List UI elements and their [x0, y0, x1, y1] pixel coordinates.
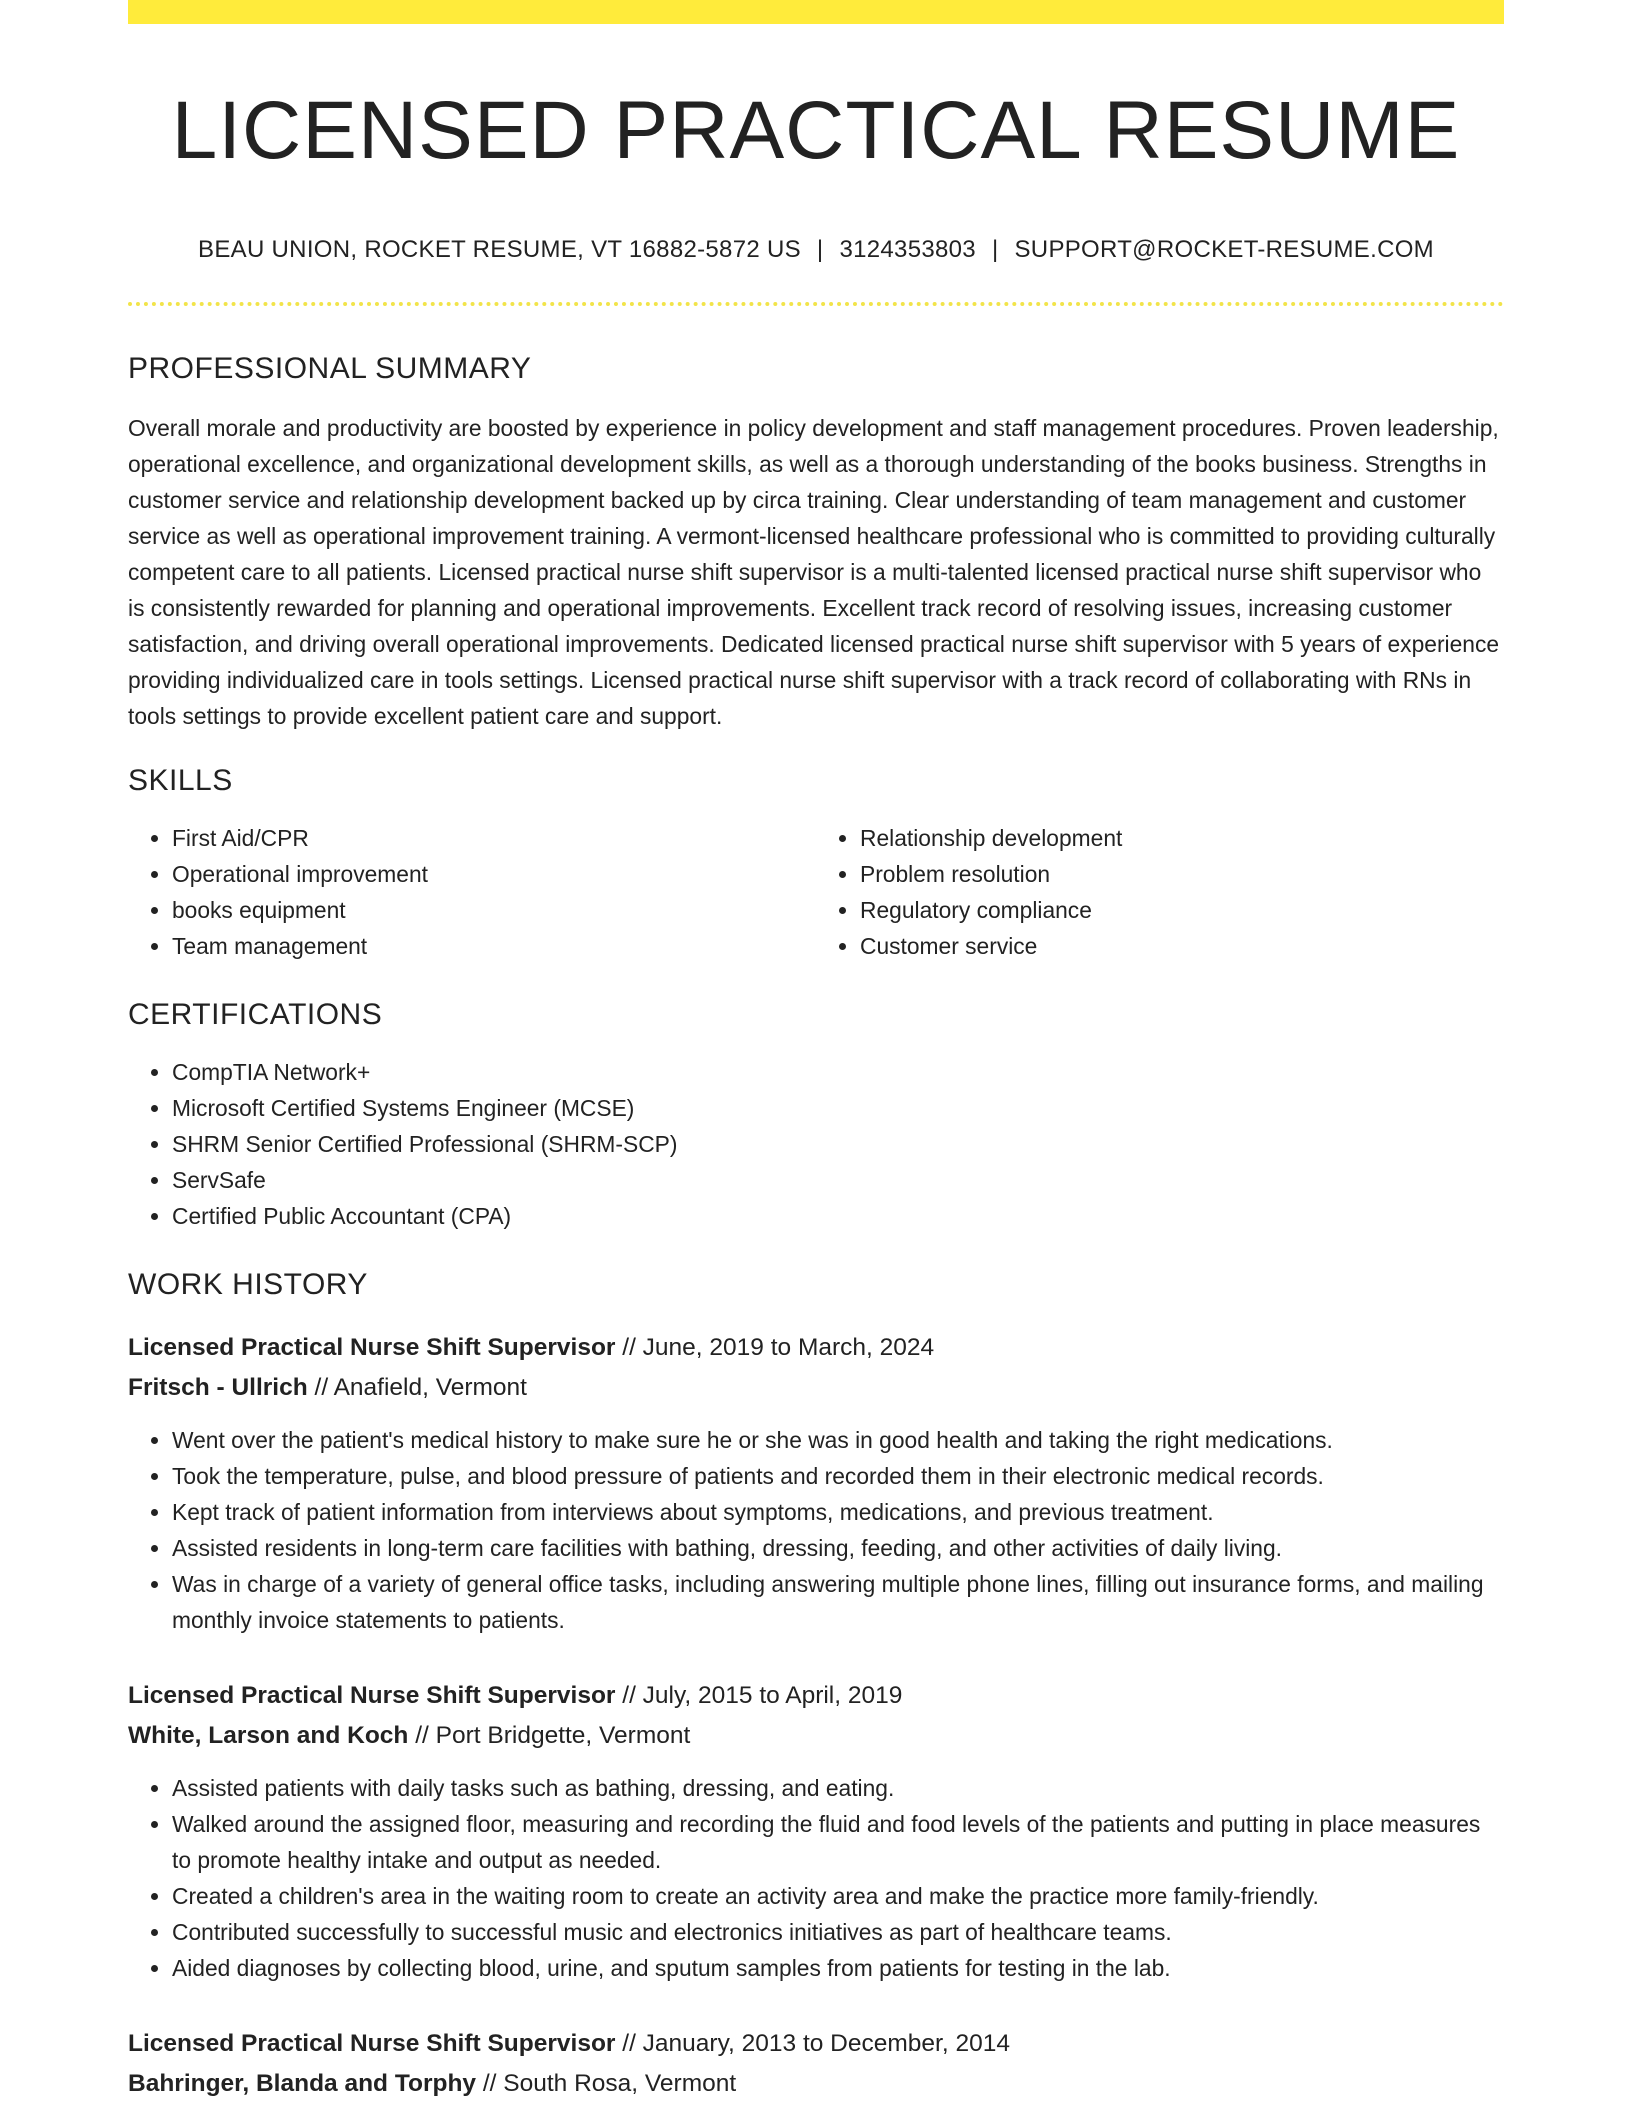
contact-email: SUPPORT@ROCKET-RESUME.COM: [1014, 236, 1434, 264]
skill-item: • Problem resolution: [860, 856, 1504, 892]
skill-item: • books equipment: [172, 892, 816, 928]
job-bullet: • Kept track of patient information from interviews about symptoms, medications, and previous treatment.: [172, 1494, 1504, 1530]
job-company: White, Larson and Koch: [128, 1722, 409, 1750]
job-location: // Anafield, Vermont: [307, 1374, 527, 1402]
job-entry: [128, 1328, 1504, 1638]
skill-item: • Relationship development: [860, 820, 1504, 856]
resume-title: LICENSED PRACTICAL RESUME: [171, 85, 1461, 176]
certification-item: • ServSafe: [172, 1162, 1504, 1198]
job-title-line: [128, 2024, 1504, 2064]
job-bullet: • Went over the patient's medical history to make sure he or she was in good health and taking the right medications.: [172, 1422, 1504, 1458]
job-entry: [128, 2024, 1504, 2104]
job-location: // South Rosa, Vermont: [476, 2070, 737, 2098]
job-bullet: • Walked around the assigned floor, measuring and recording the fluid and food levels of the patients and putting in place measures to promote healthy intake and output as needed.: [172, 1806, 1504, 1878]
job-bullet: • Created a children's area in the waiting room to create an activity area and make the practice more family-friendly.: [172, 1878, 1504, 1914]
job-dates: // January, 2013 to December, 2014: [615, 2030, 1010, 2058]
summary-text: Overall morale and productivity are boosted by experience in policy development and staff management procedures. Proven leadership, operational excellence, and organizational development skills, as well as a thorough understanding of the books business. Strengths in customer service and relationship development backed up by circa training. Clear understanding of team management and customer service as well as operational improvement training. A vermont-licensed healthcare professional who is committed to providing culturally competent care to all patients. Licensed practical nurse shift supervisor is a multi-talented licensed practical nurse shift supervisor who is consistently rewarded for planning and operational improvements. Excellent track record of resolving issues, increasing customer satisfaction, and driving overall operational improvements. Dedicated licensed practical nurse shift supervisor with 5 years of experience providing individualized care in tools settings. Licensed practical nurse shift supervisor with a track record of collaborating with RNs in tools settings to provide excellent patient care and support.: [128, 415, 1500, 730]
contact-separator: |: [816, 236, 824, 264]
skills-column-left: [128, 820, 816, 964]
certifications-heading: CERTIFICATIONS: [128, 998, 383, 1032]
job-dates: // June, 2019 to March, 2024: [615, 1334, 935, 1362]
job-company-line: [128, 2064, 1504, 2104]
job-title: Licensed Practical Nurse Shift Supervisor: [128, 1334, 616, 1362]
job-bullet: • Assisted patients with daily tasks such as bathing, dressing, and eating.: [172, 1770, 1504, 1806]
header-divider: [128, 302, 1504, 306]
job-title: Licensed Practical Nurse Shift Supervisor: [128, 2030, 616, 2058]
job-bullet: • Took the temperature, pulse, and blood pressure of patients and recorded them in their electronic medical records.: [172, 1458, 1504, 1494]
job-dates: // July, 2015 to April, 2019: [615, 1682, 903, 1710]
job-bullet: • Contributed successfully to successful music and electronics initiatives as part of healthcare teams.: [172, 1914, 1504, 1950]
contact-phone: 3124353803: [839, 236, 976, 264]
job-bullet: • Assisted residents in long-term care facilities with bathing, dressing, feeding, and other activities of daily living.: [172, 1530, 1504, 1566]
job-title: Licensed Practical Nurse Shift Supervisor: [128, 1682, 616, 1710]
job-entry: [128, 1676, 1504, 1986]
skills-heading: SKILLS: [128, 764, 233, 798]
skills-list: [128, 820, 1504, 964]
skill-item: • Customer service: [860, 928, 1504, 964]
job-bullets: [128, 1770, 1504, 1986]
job-company-line: [128, 1716, 1504, 1756]
job-location: // Port Bridgette, Vermont: [408, 1722, 691, 1750]
contact-line: [128, 236, 1504, 264]
job-bullet: • Was in charge of a variety of general office tasks, including answering multiple phone lines, filling out insurance forms, and mailing monthly invoice statements to patients.: [172, 1566, 1504, 1638]
skill-item: • Regulatory compliance: [860, 892, 1504, 928]
job-bullets: [128, 1422, 1504, 1638]
job-title-line: [128, 1676, 1504, 1716]
skills-column-right: [816, 820, 1504, 964]
resume-page: [128, 0, 1504, 2104]
contact-separator: |: [991, 236, 999, 264]
certifications-list: [128, 1054, 1504, 1234]
job-bullet: • Aided diagnoses by collecting blood, urine, and sputum samples from patients for testing in the lab.: [172, 1950, 1504, 1986]
job-company: Bahringer, Blanda and Torphy: [128, 2070, 477, 2098]
top-accent-bar: [128, 0, 1504, 24]
skill-item: • Operational improvement: [172, 856, 816, 892]
contact-address: BEAU UNION, ROCKET RESUME, VT 16882-5872 US: [198, 236, 801, 264]
certification-item: • Microsoft Certified Systems Engineer (MCSE): [172, 1090, 1504, 1126]
certification-item: • SHRM Senior Certified Professional (SHRM-SCP): [172, 1126, 1504, 1162]
certification-item: • Certified Public Accountant (CPA): [172, 1198, 1504, 1234]
job-company: Fritsch - Ullrich: [128, 1374, 308, 1402]
certification-item: • CompTIA Network+: [172, 1054, 1504, 1090]
skill-item: • First Aid/CPR: [172, 820, 816, 856]
job-title-line: [128, 1328, 1504, 1368]
skill-item: • Team management: [172, 928, 816, 964]
summary-heading: PROFESSIONAL SUMMARY: [128, 352, 532, 386]
work-history-heading: WORK HISTORY: [128, 1268, 368, 1302]
job-company-line: [128, 1368, 1504, 1408]
